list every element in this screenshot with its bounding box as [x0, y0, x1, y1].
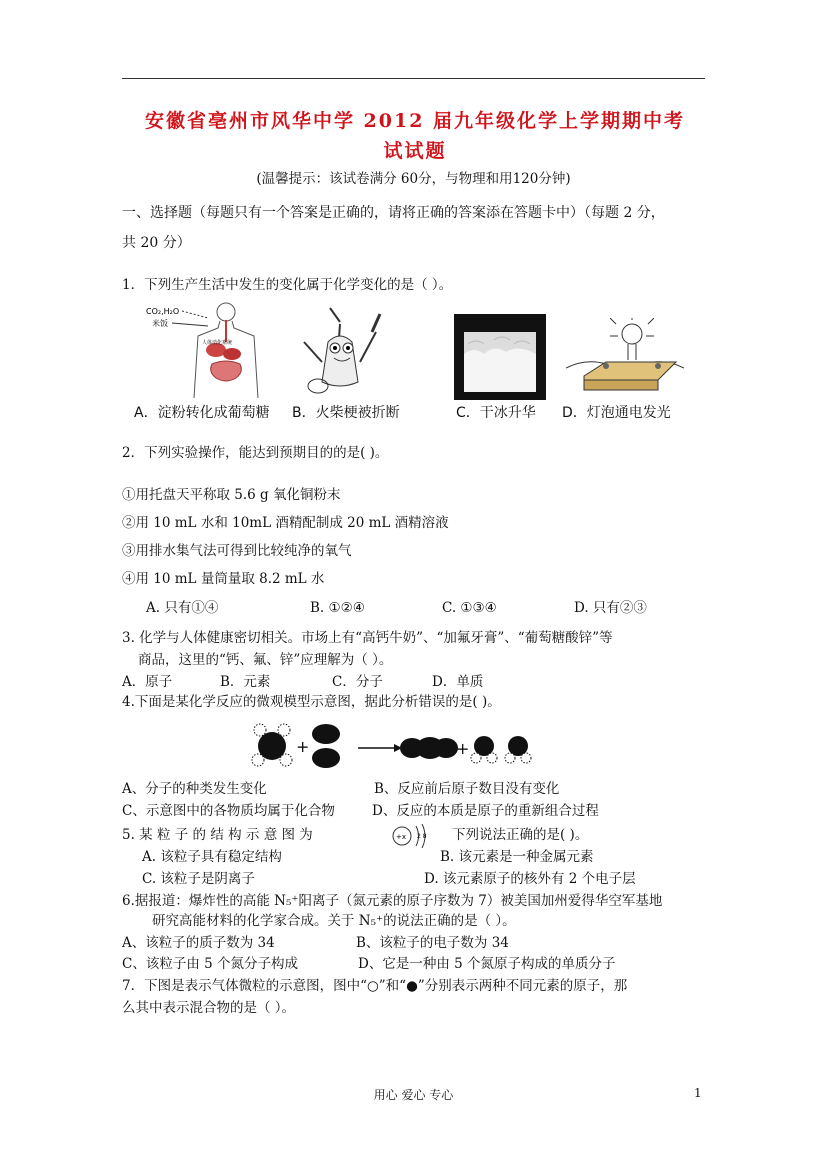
q3-option-c: C．分子 — [332, 674, 383, 690]
digestive-system-figure — [146, 302, 266, 398]
q2-item-1: ①用托盘天平称取 5.6 g 氧化铜粉末 — [122, 487, 341, 503]
q5-option-c: C. 该粒子是阴离子 — [142, 871, 255, 887]
product-molecule-2 — [471, 736, 531, 763]
q2-option-d: D. 只有②③ — [574, 600, 647, 616]
q6-option-c: C、该粒子由 5 个氮分子构成 — [122, 956, 299, 972]
q4-option-c: C、示意图中的各物质均属于化合物 — [122, 803, 335, 819]
q1-option-d: D．灯泡通电发光 — [562, 405, 671, 421]
product-molecule-1 — [400, 737, 458, 759]
q5-option-a: A. 该粒子具有稳定结构 — [142, 849, 282, 865]
q4-option-a: A、分子的种类发生变化 — [122, 781, 267, 797]
reactant-molecule-2 — [312, 724, 340, 768]
particle-structure-figure — [388, 822, 436, 850]
q2-item-4: ④用 10 mL 量筒量取 8.2 mL 水 — [122, 571, 325, 587]
q7-stem-line2: 么其中表示混合物的是（ ）。 — [122, 1000, 296, 1016]
q6-stem-line1: 6.据报道：爆炸性的高能 N₅⁺阳离子（氮元素的原子序数为 7）被美国加州爱得华空军基地 — [122, 893, 663, 909]
q4-stem: 4.下面是某化学反应的微观模型示意图，据此分析错误的是( )。 — [122, 694, 501, 710]
q2-item-2: ②用 10 mL 水和 10mL 酒精配制成 20 mL 酒精溶液 — [122, 515, 449, 531]
q3-option-b: B．元素 — [220, 674, 271, 690]
q6-option-b: B、该粒子的电子数为 34 — [356, 935, 509, 951]
q3-option-d: D．单质 — [432, 674, 484, 690]
q5-option-b: B. 该元素是一种金属元素 — [440, 849, 594, 865]
reaction-model-figure — [246, 718, 546, 774]
section-heading-line2: 共 20 分） — [122, 235, 191, 251]
q3-stem-line1: 3. 化学与人体健康密切相关。市场上有“高钙牛奶”、“加氟牙膏”、“葡萄糖酸锌”等 — [122, 630, 613, 646]
page-title-line2: 试试题 — [383, 140, 447, 162]
page-title-line1: 安徽省亳州市风华中学 2012 届九年级化学上学期期中考 — [144, 110, 686, 132]
q5-stem-a: 5. 某 粒 子 的 结 构 示 意 图 为 — [122, 827, 313, 843]
header-rule — [122, 78, 705, 79]
q6-option-d: D、它是一种由 5 个氮原子构成的单质分子 — [358, 956, 616, 972]
reactant-molecule-1 — [252, 724, 292, 766]
q2-stem: 2．下列实验操作，能达到预期目的的是( )。 — [122, 445, 389, 461]
q4-option-b: B、反应前后原子数目没有变化 — [374, 781, 560, 797]
q1-option-a: A．淀粉转化成葡萄糖 — [134, 405, 270, 421]
q2-item-3: ③用排水集气法可得到比较纯净的氧气 — [122, 543, 352, 559]
exam-tip: (温馨提示：该试卷满分 60分，与物理和用120分钟) — [256, 171, 571, 187]
page-footer: 用心 爱心 专心 — [373, 1088, 454, 1102]
q1-option-c: C．干冰升华 — [456, 405, 536, 421]
q7-stem-line1: 7．下图是表示气体微粒的示意图，图中“○”和“●”分别表示两种不同元素的原子，那 — [122, 978, 628, 994]
q6-option-a: A、该粒子的质子数为 34 — [122, 935, 275, 951]
fig-a-label-co2: CO₂,H₂O — [146, 307, 180, 316]
shell-electrons-label: 2 8 — [417, 833, 427, 840]
dry-ice-figure — [454, 314, 546, 400]
plus-sign: + — [296, 737, 310, 756]
q1-option-b: B．火柴梗被折断 — [292, 405, 400, 421]
q5-option-d: D. 该元素原子的核外有 2 个电子层 — [424, 871, 636, 887]
fig-a-label-system: 人体消化系统 — [202, 340, 233, 346]
page-number: 1 — [694, 1086, 702, 1100]
matchstick-figure — [290, 302, 390, 398]
q2-option-b: B. ①②④ — [310, 600, 365, 616]
q6-stem-line2: 研究高能材料的化学家合成。关于 N₅⁺的说法正确的是（ ）。 — [152, 913, 516, 929]
q3-stem-line2: 商品，这里的“钙、氟、锌”应理解为（ ）。 — [138, 652, 393, 668]
q4-option-d: D、反应的本质是原子的重新组合过程 — [372, 803, 599, 819]
fig-a-label-rice: 米饭 — [152, 319, 168, 328]
q5-stem-b: 下列说法正确的是( )。 — [452, 827, 589, 843]
q2-option-c: C. ①③④ — [442, 600, 497, 616]
section-heading-line1: 一、选择题（每题只有一个答案是正确的，请将正确的答案添在答题卡中）（每题 2 分， — [122, 205, 665, 221]
q1-stem: 1．下列生产生活中发生的变化属于化学变化的是（ ）。 — [122, 277, 453, 293]
nucleus-label: +x — [396, 833, 407, 841]
light-bulb-figure — [566, 318, 684, 396]
q3-option-a: A．原子 — [122, 674, 173, 690]
q2-option-a: A. 只有①④ — [146, 600, 219, 616]
plus-sign-2: + — [456, 739, 470, 758]
